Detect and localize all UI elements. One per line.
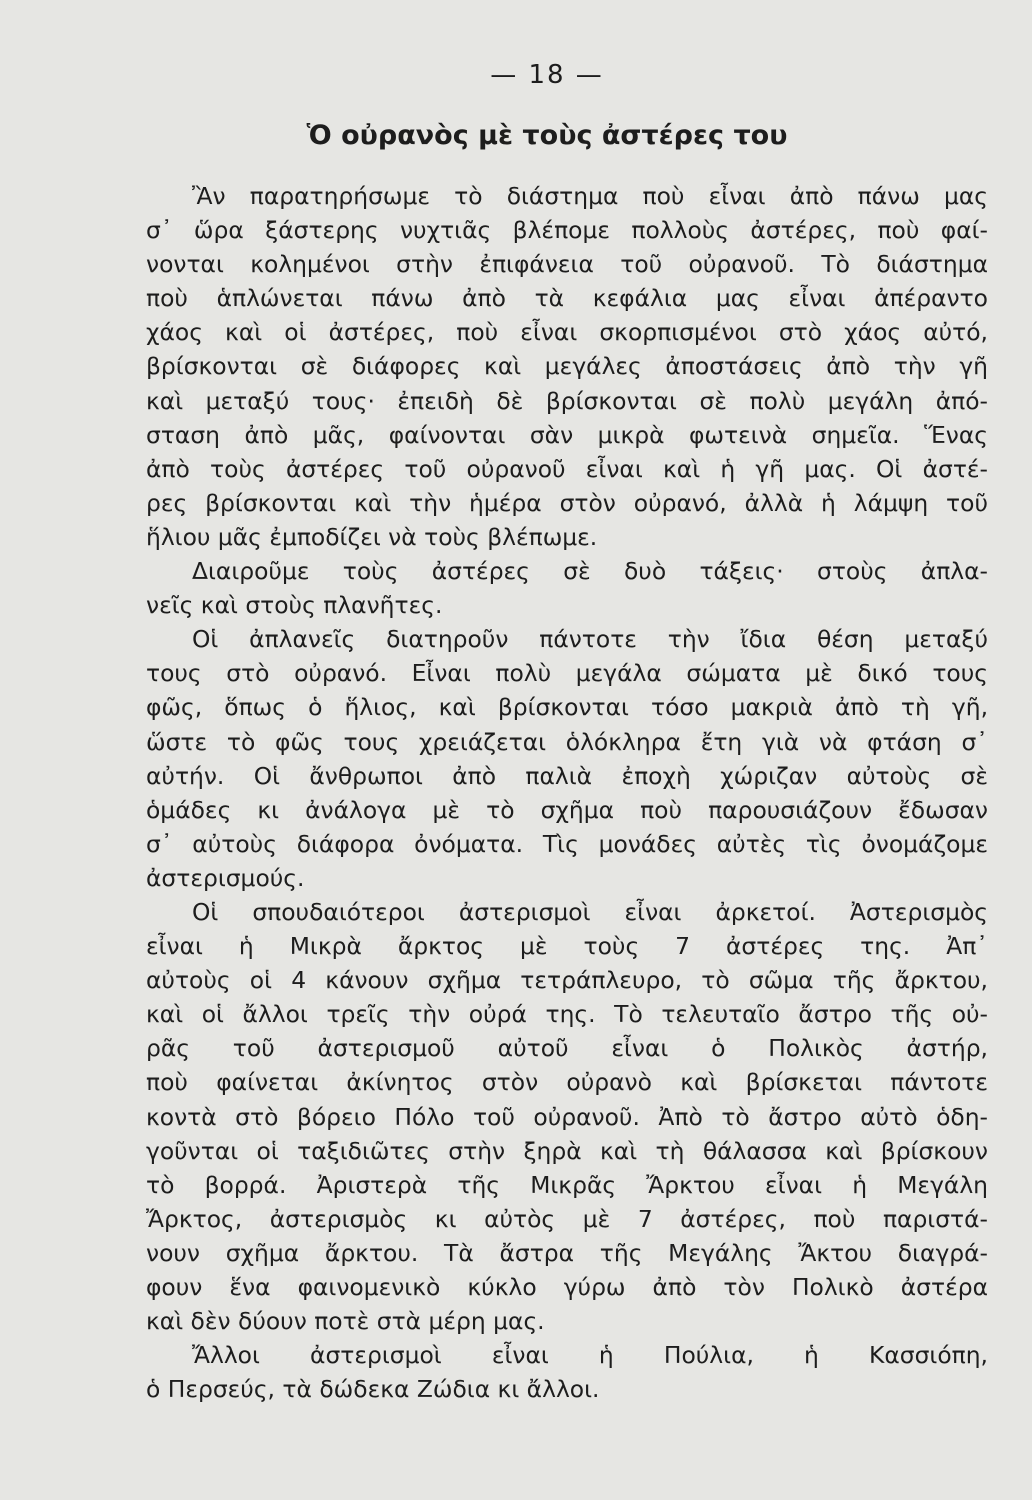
text-line: ρᾶς τοῦ ἀστερισμοῦ αὐτοῦ εἶναι ὁ Πολικὸς ἀστήρ, [146,1034,988,1063]
text-line: Οἱ ἀπλανεῖς διατηροῦν πάντοτε τὴν ἴδια θέση μεταξύ [192,625,988,654]
text-line: αὐτοὺς οἱ 4 κάνουν σχῆμα τετράπλευρο, τὸ σῶμα τῆς ἄρκτου, [146,966,988,995]
text-line: ὁ Περσεύς, τὰ δώδεκα Ζώδια κι ἄλλοι. [146,1375,600,1404]
text-line: ποὺ ἁπλώνεται πάνω ἀπὸ τὰ κεφάλια μας εἶναι ἀπέραντο [146,284,988,313]
text-line: σ᾽ αὐτοὺς διάφορα ὀνόματα. Τὶς μονάδες αὐτὲς τὶς ὀνομάζομε [146,829,988,858]
text-line: καὶ μεταξύ τους· ἐπειδὴ δὲ βρίσκονται σὲ πολὺ μεγάλη ἀπό- [146,386,988,415]
text-line: ὁμάδες κι ἀνάλογα μὲ τὸ σχῆμα ποὺ παρουσιάζουν ἔδωσαν [146,795,988,824]
page-number: — 18 — [490,60,604,90]
text-line: καὶ δὲν δύουν ποτὲ στὰ μέρη μας. [146,1307,545,1336]
text-line: Οἱ σπουδαιότεροι ἀστερισμοὶ εἶναι ἀρκετοί. Ἀστερισμὸς [192,897,988,926]
text-line: σταση ἀπὸ μᾶς, φαίνονται σὰν μικρὰ φωτεινὰ σημεῖα. Ἕνας [146,420,988,449]
text-line: τὸ βορρά. Ἀριστερὰ τῆς Μικρᾶς Ἄρκτου εἶναι ἡ Μεγάλη [146,1170,988,1199]
text-line: νεῖς καὶ στοὺς πλανῆτες. [146,591,443,620]
paragraph-2 [146,554,988,622]
text-line: φῶς, ὅπως ὁ ἥλιος, καὶ βρίσκονται τόσο μακριὰ ἀπὸ τὴ γῆ, [146,693,988,722]
text-line: νονται κολημένοι στὴν ἐπιφάνεια τοῦ οὐρανοῦ. Τὸ διάστημα [146,250,988,279]
paragraph-1 [146,179,988,554]
section-heading: Ὁ οὐρανὸς μὲ τοὺς ἀστέρες του [306,120,788,151]
text-line: Ἄρκτος, ἀστερισμὸς κι αὐτὸς μὲ 7 ἀστέρες, ποὺ παριστά- [146,1204,988,1233]
text-line: νουν σχῆμα ἄρκτου. Τὰ ἄστρα τῆς Μεγάλης Ἄκτου διαγρά- [146,1238,988,1267]
text-line: γοῦνται οἱ ταξιδιῶτες στὴν ξηρὰ καὶ τὴ θάλασσα καὶ βρίσκουν [146,1136,988,1165]
text-line: ποὺ φαίνεται ἀκίνητος στὸν οὐρανὸ καὶ βρίσκεται πάντοτε [146,1068,988,1097]
text-line: τους στὸ οὐρανό. Εἶναι πολὺ μεγάλα σώματα μὲ δικό τους [146,659,988,688]
text-line: εἶναι ἡ Μικρὰ ἄρκτος μὲ τοὺς 7 ἀστέρες της. Ἀπ᾽ [146,932,988,961]
text-line: φουν ἕνα φαινομενικὸ κύκλο γύρω ἀπὸ τὸν Πολικὸ ἀστέρα [146,1273,988,1301]
paragraph-3 [146,622,988,895]
text-line: σ᾽ ὥρα ξάστερης νυχτιᾶς βλέπομε πολλοὺς ἀστέρες, ποὺ φαί- [146,216,988,245]
text-line: ὥστε τὸ φῶς τους χρειάζεται ὁλόκληρα ἔτη γιὰ νὰ φτάση σ᾽ [146,727,988,756]
paragraph-5 [146,1338,988,1406]
text-line: ρες βρίσκονται καὶ τὴν ἡμέρα στὸν οὐρανό, ἀλλὰ ἡ λάμψη τοῦ [146,488,988,517]
text-line: χάος καὶ οἱ ἀστέρες, ποὺ εἶναι σκορπισμένοι στὸ χάος αὐτό, [146,318,988,347]
text-line: Ἂν παρατηρήσωμε τὸ διάστημα ποὺ εἶναι ἀπὸ πάνω μας [192,182,988,210]
text-line: αὐτήν. Οἱ ἄνθρωποι ἀπὸ παλιὰ ἐποχὴ χώριζαν αὐτοὺς σὲ [146,761,988,790]
text-line: Ἄλλοι ἀστερισμοὶ εἶναι ἡ Πούλια, ἡ Κασσιόπη, [192,1341,988,1370]
text-line: ἀστερισμούς. [146,863,305,892]
text-line: ἥλιου μᾶς ἐμποδίζει νὰ τοὺς βλέπωμε. [146,522,598,551]
text-line: Διαιροῦμε τοὺς ἀστέρες σὲ δυὸ τάξεις· στοὺς ἀπλα- [192,557,988,586]
paragraph-4 [146,895,988,1338]
text-line: κοντὰ στὸ βόρειο Πόλο τοῦ οὐρανοῦ. Ἀπὸ τὸ ἄστρο αὐτὸ ὁδη- [146,1102,988,1131]
text-line: καὶ οἱ ἄλλοι τρεῖς τὴν οὐρά της. Τὸ τελευταῖο ἄστρο τῆς οὐ- [146,1000,988,1029]
text-line: ἀπὸ τοὺς ἀστέρες τοῦ οὐρανοῦ εἶναι καὶ ἡ γῆ μας. Οἱ ἀστέ- [146,454,988,483]
text-line: βρίσκονται σὲ διάφορες καὶ μεγάλες ἀποστάσεις ἀπὸ τὴν γῆ [146,352,988,381]
